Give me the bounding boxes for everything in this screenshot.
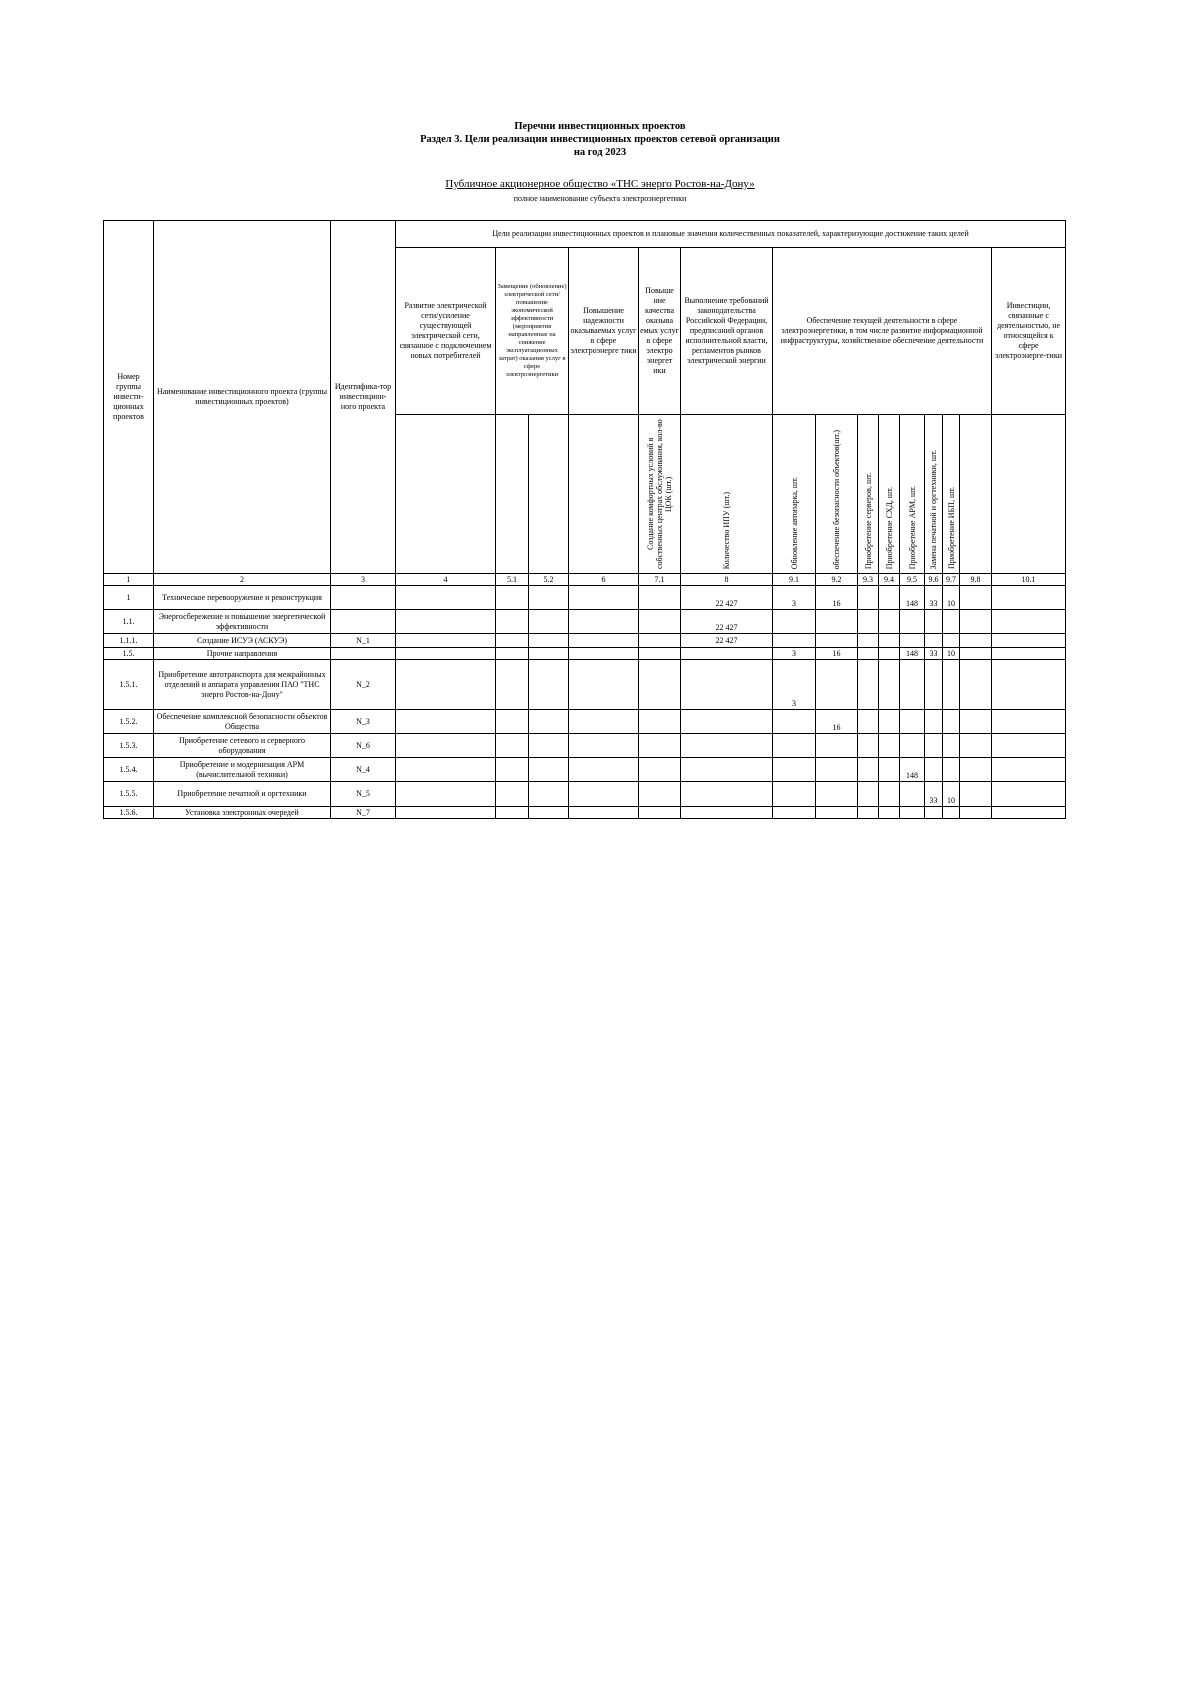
indicator-9-4: [879, 415, 900, 574]
row-number: 1.5.2.: [104, 710, 154, 734]
header-row-goals: [104, 221, 1066, 248]
indicator-9-2: [816, 415, 858, 574]
cell-arm: 148: [900, 648, 925, 660]
header-non-energy-investments: Инвестиции, связанные с деятельностью, не относящейся к сфере электроэнерге-тики: [992, 248, 1066, 415]
column-number: 3: [331, 574, 396, 586]
column-number: 9.2: [816, 574, 858, 586]
row-project-name: Создание ИСУЭ (АСКУЭ): [154, 634, 331, 648]
cell-ipu-count: 22 427: [681, 586, 773, 610]
column-number: 9.7: [943, 574, 960, 586]
table-row: [104, 758, 1066, 782]
indicator-9-7-label: Приобретение ИБП, шт.: [946, 486, 956, 569]
header-network-replacement: Замещение (обновление) электрической сети/повышение экономической эффективности (мероприятия направленные на снижение эксплуатационных затрат) оказания услуг в сфере электроэнергетики: [496, 248, 569, 415]
indicator-9-8: [960, 415, 992, 574]
indicator-4: [396, 415, 496, 574]
header-group-number: Номер группы инвести-ционных проектов: [104, 221, 154, 574]
indicator-5-2: [529, 415, 569, 574]
column-number: 8: [681, 574, 773, 586]
indicator-9-3-label: Приобретение серверов, шт.: [863, 472, 873, 569]
table-row: [104, 648, 1066, 660]
header-project-name: Наименование инвестиционного проекта (группы инвестиционных проектов): [154, 221, 331, 574]
cell-fleet: 3: [773, 586, 816, 610]
investment-goals-table: [103, 220, 1066, 819]
cell-security: 16: [816, 648, 858, 660]
cell-security: 16: [816, 586, 858, 610]
indicator-9-1: [773, 415, 816, 574]
header-reliability: Повышение надежности оказываемых услуг в сфере электроэнерге тики: [569, 248, 639, 415]
indicator-9-7: [943, 415, 960, 574]
row-number: 1.5.: [104, 648, 154, 660]
document-title: [0, 120, 1200, 159]
header-network-development: Развитие электрической сети/усиление существующей электрической сети, связанное с подключением новых потребителей: [396, 248, 496, 415]
indicator-8-label: Количество ИПУ (шт.): [722, 491, 731, 569]
organization-name: Публичное акционерное общество «ТНС энерго Ростов-на-Дону»: [445, 178, 755, 190]
cell-ipu-count: 22 427: [681, 610, 773, 634]
indicator-5-1: [496, 415, 529, 574]
header-legal-requirements: Выполнение требований законодательства Российской Федерации, предписаний органов исполнительной власти, регламентов рынков электрической энергии: [681, 248, 773, 415]
column-number: 9.1: [773, 574, 816, 586]
indicator-9-5-label: Приобретение АРМ, шт.: [907, 485, 917, 569]
organization-caption: полное наименование субъекта электроэнергетики: [513, 194, 687, 203]
title-line-3: на год 2023: [573, 147, 627, 158]
row-project-name: Прочие направления: [154, 648, 331, 660]
column-numbers-row: [104, 574, 1066, 586]
row-project-name: Приобретение печатной и оргтехники: [154, 782, 331, 807]
cell-security: 16: [816, 710, 858, 734]
row-identifier: [331, 648, 396, 660]
row-project-name: Обеспечение комплексной безопасности объектов Общества: [154, 710, 331, 734]
cell-ups: 10: [943, 782, 960, 807]
indicator-7-1: [639, 415, 681, 574]
row-project-name: Техническое перевооружение и реконструкция: [154, 586, 331, 610]
row-identifier: N_1: [331, 634, 396, 648]
indicator-6: [569, 415, 639, 574]
header-goals: Цели реализации инвестиционных проектов и плановые значения количественных показателей, характеризующие достижение таких целей: [396, 221, 1066, 248]
header-service-quality: Повыше ние качества оказыва емых услуг в сфере электро энергет ики: [639, 248, 681, 415]
row-identifier: N_7: [331, 807, 396, 819]
row-identifier: N_6: [331, 734, 396, 758]
row-number: 1.5.6.: [104, 807, 154, 819]
indicator-9-3: [858, 415, 879, 574]
column-number: 2: [154, 574, 331, 586]
row-number: 1.5.1.: [104, 660, 154, 710]
title-line-1: Перечни инвестиционных проектов: [514, 121, 686, 132]
column-number: 9.4: [879, 574, 900, 586]
row-project-name: Приобретение и модернизация АРМ (вычислительной техники): [154, 758, 331, 782]
cell-fleet: 3: [773, 648, 816, 660]
cell-ups: 10: [943, 648, 960, 660]
row-project-name: Энергосбережение и повышение энергетической эффективности: [154, 610, 331, 634]
table-row: [104, 807, 1066, 819]
column-number: 5.1: [496, 574, 529, 586]
cell-arm: 148: [900, 758, 925, 782]
column-number: 7.1: [639, 574, 681, 586]
row-project-name: Приобретение автотранспорта для межрайонных отделений и аппарата управления ПАО "ТНС энерго Ростов-на-Дону": [154, 660, 331, 710]
column-number: 5.2: [529, 574, 569, 586]
row-number: 1.1.1.: [104, 634, 154, 648]
column-number: 4: [396, 574, 496, 586]
row-project-name: Приобретение сетевого и серверного оборудования: [154, 734, 331, 758]
row-identifier: N_3: [331, 710, 396, 734]
indicator-9-5: [900, 415, 925, 574]
column-number: 9.3: [858, 574, 879, 586]
row-number: 1.5.3.: [104, 734, 154, 758]
row-number: 1.1.: [104, 610, 154, 634]
row-identifier: [331, 610, 396, 634]
cell-printers: 33: [925, 648, 943, 660]
column-number: 10.1: [992, 574, 1066, 586]
row-number: 1.5.4.: [104, 758, 154, 782]
indicator-9-4-label: Приобретение СХД, шт.: [884, 486, 894, 569]
column-number: 9.6: [925, 574, 943, 586]
cell-printers: 33: [925, 586, 943, 610]
indicator-10-1: [992, 415, 1066, 574]
table-row: [104, 710, 1066, 734]
cell-fleet: 3: [773, 660, 816, 710]
header-current-activity: Обеспечение текущей деятельности в сфере электроэнергетики, в том числе развитие информационной инфраструктуры, хозяйственное обеспечение деятельности: [773, 248, 992, 415]
row-identifier: N_5: [331, 782, 396, 807]
indicator-9-6: [925, 415, 943, 574]
row-identifier: N_2: [331, 660, 396, 710]
row-identifier: [331, 586, 396, 610]
row-identifier: N_4: [331, 758, 396, 782]
row-number: 1: [104, 586, 154, 610]
table-row: [104, 782, 1066, 807]
table-row: [104, 660, 1066, 710]
table-row: [104, 610, 1066, 634]
column-number: 6: [569, 574, 639, 586]
indicator-7-1-label: Создание комфортных условий в собственных центрах обслуживания, кол-во ЦОК (шт.): [646, 419, 673, 569]
indicator-9-6-label: Замена печатной и оргтехники, шт.: [929, 449, 938, 569]
row-number: 1.5.5.: [104, 782, 154, 807]
cell-printers: 33: [925, 782, 943, 807]
column-number: 9.8: [960, 574, 992, 586]
table-row: [104, 586, 1066, 610]
column-number: 1: [104, 574, 154, 586]
indicator-9-2-label: обеспечение безопасности объектов(шт.): [832, 429, 841, 569]
cell-ipu-count: 22 427: [681, 634, 773, 648]
header-identifier: Идентифика-тор инвестицион-ного проекта: [331, 221, 396, 574]
table-row: [104, 634, 1066, 648]
indicator-9-1-label: Обновление автопарка, шт.: [789, 476, 799, 569]
title-line-2: Раздел 3. Цели реализации инвестиционных проектов сетевой организации: [420, 134, 780, 145]
cell-arm: 148: [900, 586, 925, 610]
row-project-name: Установка электронных очередей: [154, 807, 331, 819]
indicator-8: [681, 415, 773, 574]
column-number: 9.5: [900, 574, 925, 586]
cell-ups: 10: [943, 586, 960, 610]
table-row: [104, 734, 1066, 758]
